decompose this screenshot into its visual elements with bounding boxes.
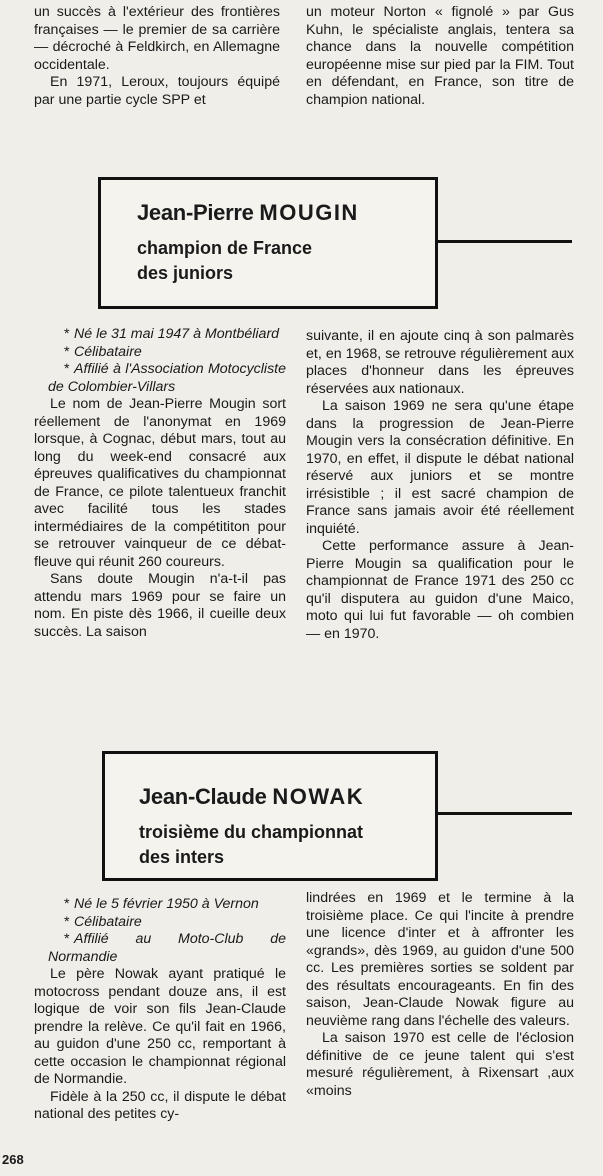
- bio-bullet: * Affilié à l'Association Motocycliste de Colombier-Villars: [48, 361, 286, 395]
- paragraph: Cette performance assure à Jean-Pierre Mougin sa qualification pour le championnat de France 1971 des 250 cc qu'il disputera au guidon d'une Maico, moto qui lui fut favorable — oh combien — en 1970.: [306, 538, 574, 642]
- paragraph: Le père Nowak ayant pratiqué le motocross pendant douze ans, il est logique de voir son fils Jean-Claude prendre la relève. Ce qu'il fait en 1966, au guidon d'une 250 cc, remportant à cette occasion le championnat régional de Normandie.: [34, 966, 286, 1087]
- nowak-left-column: [34, 896, 286, 1124]
- pilot-title: troisième du championnat des inters: [139, 822, 364, 867]
- bio-bullet: * Né le 31 mai 1947 à Montbéliard: [64, 326, 280, 342]
- nowak-header-box: [102, 751, 438, 881]
- page-number: 268: [2, 1152, 24, 1167]
- header-rule: [438, 812, 572, 815]
- top-right-column: [306, 4, 574, 109]
- header-rule: [438, 240, 572, 243]
- paragraph: un moteur Norton « fignolé » par Gus Kuhn, le spécialiste anglais, tentera sa chance dans la nouvelle compétition européenne mise sur pied par la FIM. Tout en défendant, en France, son titre de champion national.: [306, 4, 574, 108]
- paragraph: Le nom de Jean-Pierre Mougin sort réellement de l'anonymat en 1969 lorsque, à Cognac, début mars, tout au long du week-end consacré aux épreuves qualificatives du championnat de France, ce pilote talentueux franchit avec facilité tous les stades intermédiaires de la compétititon pour se retrouver vainqueur de ce débat-fleuve qui réunit 260 coureurs.: [34, 396, 286, 570]
- bio-bullet: * Affilié au Moto-Club de Normandie: [48, 931, 286, 965]
- mougin-header-box: [98, 177, 438, 309]
- bio-bullet: * Né le 5 février 1950 à Vernon: [64, 896, 259, 912]
- bio-bullet: * Célibataire: [64, 913, 142, 930]
- mougin-left-column: [34, 326, 286, 641]
- paragraph: un succès à l'extérieur des frontières françaises — le premier de sa carrière — décroché à Feldkirch, en Allemagne occidentale.: [34, 4, 280, 73]
- pilot-name: Jean-Pierre MOUGIN: [137, 200, 359, 225]
- nowak-right-column: [306, 890, 574, 1100]
- bio-bullet: * Célibataire: [64, 343, 142, 360]
- paragraph: Fidèle à la 250 cc, il dispute le débat national des petites cy-: [34, 1088, 286, 1122]
- mougin-right-column: [306, 328, 574, 643]
- paragraph: La saison 1970 est celle de l'éclosion définitive de ce jeune talent qui s'est mesuré régulièrement, à Rixensart ,aux «moins: [306, 1030, 574, 1099]
- paragraph: La saison 1969 ne sera qu'une étape dans la progression de Jean-Pierre Mougin vers la consécration définitive. En 1970, en effet, il dispute le débat national réservé aux juniors et se montre irrésistible ; il est sacré champion de France sans jamais avoir été réellement inquiété.: [306, 398, 574, 537]
- pilot-title: champion de France des juniors: [137, 238, 313, 283]
- paragraph: suivante, il en ajoute cinq à son palmarès et, en 1968, se retrouve régulièrement aux places d'honneur dans les épreuves réservées aux nationaux.: [306, 328, 574, 397]
- pilot-name: Jean-Claude NOWAK: [139, 784, 365, 809]
- paragraph: lindrées en 1969 et le termine à la troisième place. Ce qui l'incite à prendre une licence d'inter et à affronter les «grands», dès 1969, au guidon d'une 500 cc. Les premières sorties se soldent par des résultats encourageants. En fin des saison, Jean-Claude Nowak figure au neuvième rang dans l'échelle des valeurs.: [306, 890, 574, 1029]
- top-left-column: [34, 4, 280, 109]
- paragraph: En 1971, Leroux, toujours équipé par une partie cycle SPP et: [34, 74, 280, 108]
- paragraph: Sans doute Mougin n'a-t-il pas attendu mars 1969 pour se faire un nom. En piste dès 1966, il cueille deux succès. La saison: [34, 571, 286, 640]
